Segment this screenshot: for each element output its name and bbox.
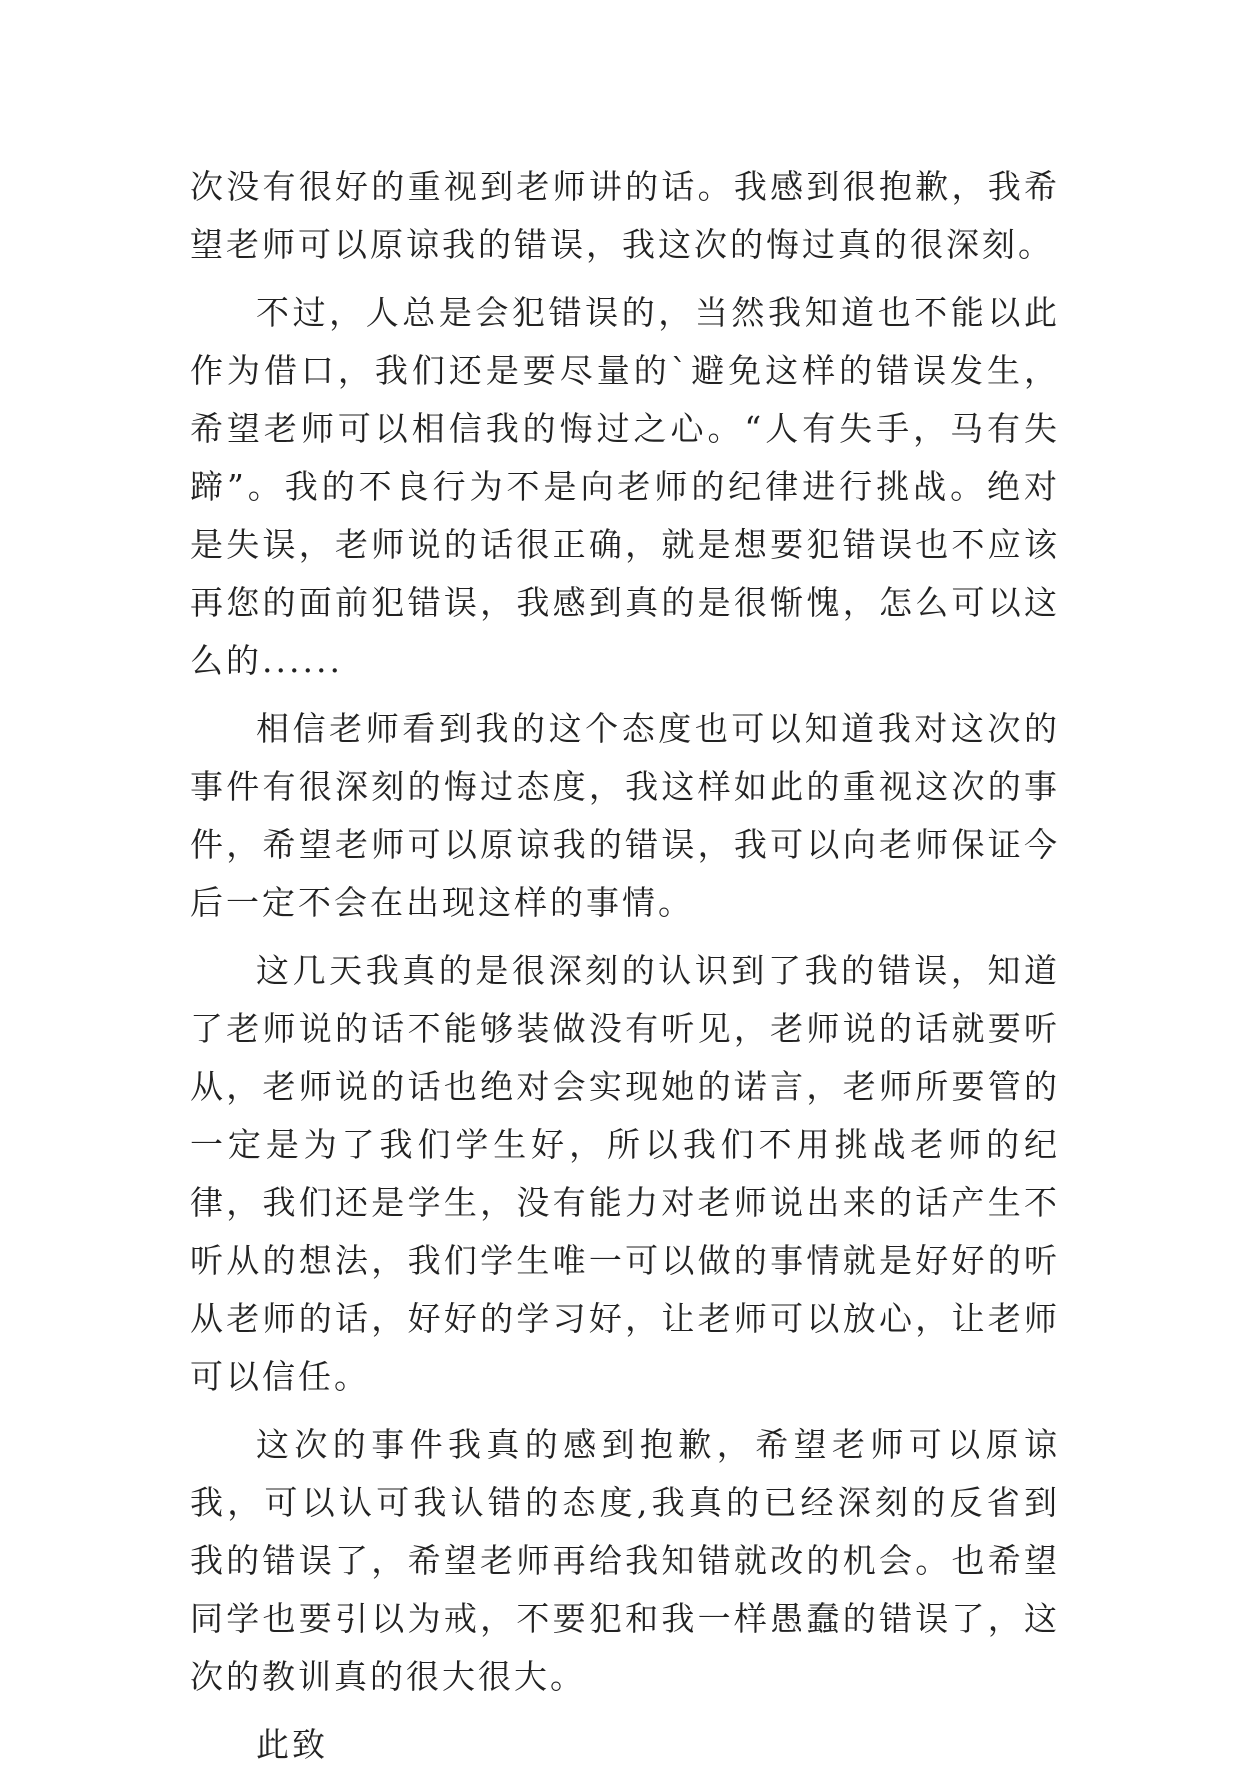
closing-salutation: 此致 <box>256 1725 328 1764</box>
paragraph-2: 不过，人总是会犯错误的，当然我知道也不能以此作为借口，我们还是要尽量的`避免这样的错误发生，希望老师可以相信我的悔过之心。“人有失手，马有失蹄”。我的不良行为不是向老师的纪律进行挑战。绝对是失误，老师说的话很正确，就是想要犯错误也不应该再您的面前犯错误，我感到真的是很惭愧，怎么可以这么的...... <box>190 293 1060 680</box>
paragraph-1: 次没有很好的重视到老师讲的话。我感到很抱歉，我希望老师可以原谅我的错误，我这次的悔过真的很深刻。 <box>190 167 1060 264</box>
letter-body <box>190 158 1060 1774</box>
paragraph-5: 这次的事件我真的感到抱歉，希望老师可以原谅我，可以认可我认错的态度,我真的已经深刻的反省到我的错误了，希望老师再给我知错就改的机会。也希望同学也要引以为戒，不要犯和我一样愚蠢的错误了，这次的教训真的很大很大。 <box>190 1425 1060 1696</box>
paragraph-3: 相信老师看到我的这个态度也可以知道我对这次的事件有很深刻的悔过态度，我这样如此的重视这次的事件，希望老师可以原谅我的错误，我可以向老师保证今后一定不会在出现这样的事情。 <box>190 709 1060 922</box>
paragraph-4: 这几天我真的是很深刻的认识到了我的错误，知道了老师说的话不能够装做没有听见，老师说的话就要听从，老师说的话也绝对会实现她的诺言，老师所要管的一定是为了我们学生好，所以我们不用挑战老师的纪律，我们还是学生，没有能力对老师说出来的话产生不听从的想法，我们学生唯一可以做的事情就是好好的听从老师的话，好好的学习好，让老师可以放心，让老师可以信任。 <box>190 951 1060 1396</box>
